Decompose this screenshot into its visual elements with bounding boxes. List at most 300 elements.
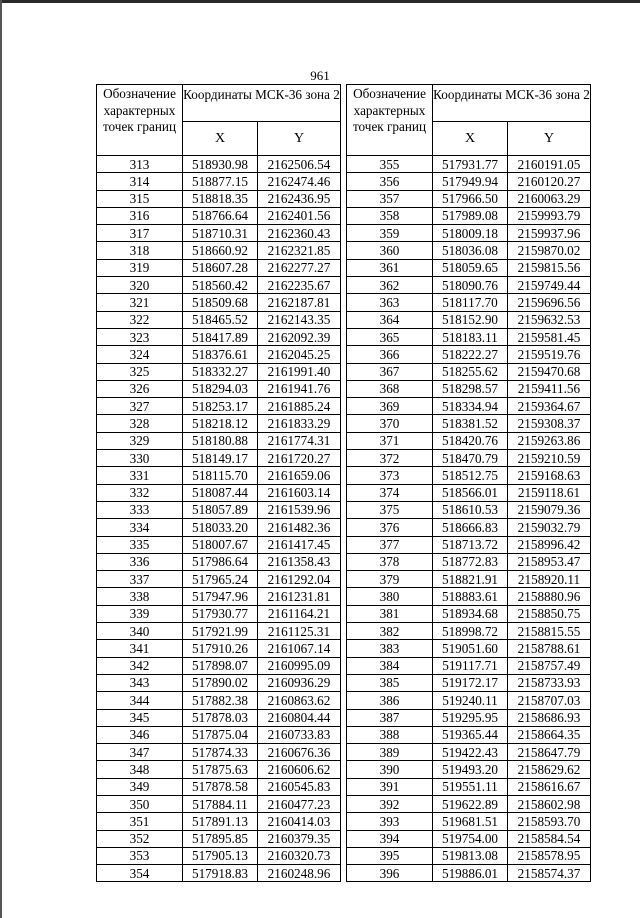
table-row bbox=[347, 450, 591, 467]
y-coordinate-cell: 2160863.62 bbox=[258, 692, 341, 709]
point-number-cell: 360 bbox=[347, 242, 433, 259]
point-number-cell: 331 bbox=[97, 467, 183, 484]
point-number-cell: 328 bbox=[97, 415, 183, 432]
y-coordinate-cell: 2162360.43 bbox=[258, 225, 341, 242]
point-number-cell: 374 bbox=[347, 484, 433, 501]
table-row bbox=[347, 830, 591, 847]
point-number-cell: 371 bbox=[347, 432, 433, 449]
x-coordinate-cell: 518660.92 bbox=[183, 242, 258, 259]
table-row bbox=[97, 571, 341, 588]
header-x: X bbox=[183, 122, 258, 156]
table-row bbox=[97, 259, 341, 276]
point-number-cell: 380 bbox=[347, 588, 433, 605]
table-row bbox=[97, 761, 341, 778]
y-coordinate-cell: 2160063.29 bbox=[508, 190, 591, 207]
y-coordinate-cell: 2162235.67 bbox=[258, 277, 341, 294]
page-top-edge bbox=[0, 0, 640, 3]
y-coordinate-cell: 2160191.05 bbox=[508, 156, 591, 173]
table-row bbox=[97, 242, 341, 259]
x-coordinate-cell: 519365.44 bbox=[433, 726, 508, 743]
x-coordinate-cell: 519117.71 bbox=[433, 657, 508, 674]
y-coordinate-cell: 2158593.70 bbox=[508, 813, 591, 830]
table-row bbox=[97, 813, 341, 830]
x-coordinate-cell: 517949.94 bbox=[433, 173, 508, 190]
table-row bbox=[347, 380, 591, 397]
x-coordinate-cell: 518149.17 bbox=[183, 450, 258, 467]
point-number-cell: 340 bbox=[97, 623, 183, 640]
y-coordinate-cell: 2159308.37 bbox=[508, 415, 591, 432]
table-row bbox=[347, 571, 591, 588]
table-row bbox=[97, 726, 341, 743]
y-coordinate-cell: 2158629.62 bbox=[508, 761, 591, 778]
point-number-cell: 357 bbox=[347, 190, 433, 207]
y-coordinate-cell: 2158584.54 bbox=[508, 830, 591, 847]
point-number-cell: 345 bbox=[97, 709, 183, 726]
point-number-cell: 332 bbox=[97, 484, 183, 501]
x-coordinate-cell: 517875.63 bbox=[183, 761, 258, 778]
table-row bbox=[97, 519, 341, 536]
y-coordinate-cell: 2160606.62 bbox=[258, 761, 341, 778]
point-number-cell: 366 bbox=[347, 346, 433, 363]
table-body-left bbox=[97, 156, 341, 882]
x-coordinate-cell: 518818.35 bbox=[183, 190, 258, 207]
table-row bbox=[347, 674, 591, 691]
point-number-cell: 359 bbox=[347, 225, 433, 242]
table-row bbox=[97, 657, 341, 674]
table-row bbox=[347, 398, 591, 415]
point-number-cell: 369 bbox=[347, 398, 433, 415]
y-coordinate-cell: 2161482.36 bbox=[258, 519, 341, 536]
point-number-cell: 382 bbox=[347, 623, 433, 640]
point-number-cell: 393 bbox=[347, 813, 433, 830]
point-number-cell: 319 bbox=[97, 259, 183, 276]
point-number-cell: 314 bbox=[97, 173, 183, 190]
point-number-cell: 395 bbox=[347, 847, 433, 864]
x-coordinate-cell: 517875.04 bbox=[183, 726, 258, 743]
table-row bbox=[347, 778, 591, 795]
table-row bbox=[347, 744, 591, 761]
point-number-cell: 356 bbox=[347, 173, 433, 190]
x-coordinate-cell: 519551.11 bbox=[433, 778, 508, 795]
x-coordinate-cell: 519422.43 bbox=[433, 744, 508, 761]
y-coordinate-cell: 2160804.44 bbox=[258, 709, 341, 726]
table-row bbox=[97, 277, 341, 294]
table-row bbox=[97, 363, 341, 380]
y-coordinate-cell: 2159411.56 bbox=[508, 380, 591, 397]
y-coordinate-cell: 2161941.76 bbox=[258, 380, 341, 397]
table-row bbox=[97, 744, 341, 761]
table-row bbox=[347, 623, 591, 640]
x-coordinate-cell: 518115.70 bbox=[183, 467, 258, 484]
table-row bbox=[347, 813, 591, 830]
table-row bbox=[97, 605, 341, 622]
y-coordinate-cell: 2159993.79 bbox=[508, 207, 591, 224]
table-row bbox=[97, 623, 341, 640]
x-coordinate-cell: 517965.24 bbox=[183, 571, 258, 588]
point-number-cell: 370 bbox=[347, 415, 433, 432]
point-number-cell: 354 bbox=[97, 865, 183, 882]
point-number-cell: 361 bbox=[347, 259, 433, 276]
y-coordinate-cell: 2158616.67 bbox=[508, 778, 591, 795]
point-number-cell: 350 bbox=[97, 795, 183, 812]
table-row bbox=[97, 674, 341, 691]
y-coordinate-cell: 2159079.36 bbox=[508, 501, 591, 518]
y-coordinate-cell: 2160676.36 bbox=[258, 744, 341, 761]
point-number-cell: 321 bbox=[97, 294, 183, 311]
table-row bbox=[347, 173, 591, 190]
header-coord-system: Координаты МСК-36 зона 2 bbox=[183, 85, 341, 122]
y-coordinate-cell: 2158686.93 bbox=[508, 709, 591, 726]
point-number-cell: 316 bbox=[97, 207, 183, 224]
table-row bbox=[97, 640, 341, 657]
point-number-cell: 394 bbox=[347, 830, 433, 847]
y-coordinate-cell: 2162321.85 bbox=[258, 242, 341, 259]
table-row bbox=[347, 346, 591, 363]
x-coordinate-cell: 517986.64 bbox=[183, 553, 258, 570]
point-number-cell: 326 bbox=[97, 380, 183, 397]
table-row bbox=[97, 709, 341, 726]
table-body-right bbox=[347, 156, 591, 882]
y-coordinate-cell: 2161067.14 bbox=[258, 640, 341, 657]
x-coordinate-cell: 518057.89 bbox=[183, 501, 258, 518]
x-coordinate-cell: 517930.77 bbox=[183, 605, 258, 622]
x-coordinate-cell: 517898.07 bbox=[183, 657, 258, 674]
x-coordinate-cell: 518998.72 bbox=[433, 623, 508, 640]
y-coordinate-cell: 2160477.23 bbox=[258, 795, 341, 812]
x-coordinate-cell: 518298.57 bbox=[433, 380, 508, 397]
y-coordinate-cell: 2158815.55 bbox=[508, 623, 591, 640]
y-coordinate-cell: 2159210.59 bbox=[508, 450, 591, 467]
x-coordinate-cell: 518007.67 bbox=[183, 536, 258, 553]
x-coordinate-cell: 518512.75 bbox=[433, 467, 508, 484]
x-coordinate-cell: 518877.15 bbox=[183, 173, 258, 190]
table-row bbox=[347, 259, 591, 276]
point-number-cell: 376 bbox=[347, 519, 433, 536]
point-number-cell: 343 bbox=[97, 674, 183, 691]
y-coordinate-cell: 2158578.95 bbox=[508, 847, 591, 864]
y-coordinate-cell: 2162436.95 bbox=[258, 190, 341, 207]
x-coordinate-cell: 518930.98 bbox=[183, 156, 258, 173]
x-coordinate-cell: 517878.58 bbox=[183, 778, 258, 795]
x-coordinate-cell: 518222.27 bbox=[433, 346, 508, 363]
x-coordinate-cell: 518883.61 bbox=[433, 588, 508, 605]
x-coordinate-cell: 518666.83 bbox=[433, 519, 508, 536]
point-number-cell: 333 bbox=[97, 501, 183, 518]
x-coordinate-cell: 518183.11 bbox=[433, 328, 508, 345]
x-coordinate-cell: 519295.95 bbox=[433, 709, 508, 726]
point-number-cell: 313 bbox=[97, 156, 183, 173]
y-coordinate-cell: 2160545.83 bbox=[258, 778, 341, 795]
point-number-cell: 383 bbox=[347, 640, 433, 657]
y-coordinate-cell: 2160379.35 bbox=[258, 830, 341, 847]
point-number-cell: 352 bbox=[97, 830, 183, 847]
y-coordinate-cell: 2158707.03 bbox=[508, 692, 591, 709]
table-row bbox=[97, 415, 341, 432]
point-number-cell: 372 bbox=[347, 450, 433, 467]
table-row bbox=[97, 207, 341, 224]
x-coordinate-cell: 518766.64 bbox=[183, 207, 258, 224]
point-number-cell: 358 bbox=[347, 207, 433, 224]
table-row bbox=[347, 865, 591, 882]
y-coordinate-cell: 2158757.49 bbox=[508, 657, 591, 674]
page-number: 961 bbox=[310, 68, 330, 83]
point-number-cell: 388 bbox=[347, 726, 433, 743]
table-row bbox=[97, 294, 341, 311]
x-coordinate-cell: 518376.61 bbox=[183, 346, 258, 363]
x-coordinate-cell: 519754.00 bbox=[433, 830, 508, 847]
y-coordinate-cell: 2159937.96 bbox=[508, 225, 591, 242]
table-row bbox=[97, 346, 341, 363]
x-coordinate-cell: 518509.68 bbox=[183, 294, 258, 311]
point-number-cell: 377 bbox=[347, 536, 433, 553]
point-number-cell: 368 bbox=[347, 380, 433, 397]
y-coordinate-cell: 2160733.83 bbox=[258, 726, 341, 743]
y-coordinate-cell: 2158953.47 bbox=[508, 553, 591, 570]
point-number-cell: 315 bbox=[97, 190, 183, 207]
point-number-cell: 349 bbox=[97, 778, 183, 795]
table-row bbox=[97, 311, 341, 328]
table-row bbox=[97, 190, 341, 207]
x-coordinate-cell: 518180.88 bbox=[183, 432, 258, 449]
table-row bbox=[97, 778, 341, 795]
table-row bbox=[347, 156, 591, 173]
point-number-cell: 329 bbox=[97, 432, 183, 449]
y-coordinate-cell: 2160995.09 bbox=[258, 657, 341, 674]
table-row bbox=[97, 501, 341, 518]
table-row bbox=[347, 761, 591, 778]
y-coordinate-cell: 2159263.86 bbox=[508, 432, 591, 449]
x-coordinate-cell: 517918.83 bbox=[183, 865, 258, 882]
table-row bbox=[97, 380, 341, 397]
y-coordinate-cell: 2162045.25 bbox=[258, 346, 341, 363]
x-coordinate-cell: 518253.17 bbox=[183, 398, 258, 415]
table-row bbox=[347, 432, 591, 449]
x-coordinate-cell: 517910.26 bbox=[183, 640, 258, 657]
point-number-cell: 346 bbox=[97, 726, 183, 743]
table-row bbox=[347, 484, 591, 501]
x-coordinate-cell: 517882.38 bbox=[183, 692, 258, 709]
point-number-cell: 342 bbox=[97, 657, 183, 674]
table-row bbox=[347, 795, 591, 812]
point-number-cell: 335 bbox=[97, 536, 183, 553]
y-coordinate-cell: 2161603.14 bbox=[258, 484, 341, 501]
point-number-cell: 318 bbox=[97, 242, 183, 259]
y-coordinate-cell: 2159815.56 bbox=[508, 259, 591, 276]
point-number-cell: 375 bbox=[347, 501, 433, 518]
x-coordinate-cell: 518332.27 bbox=[183, 363, 258, 380]
y-coordinate-cell: 2161720.27 bbox=[258, 450, 341, 467]
x-coordinate-cell: 518560.42 bbox=[183, 277, 258, 294]
table-row bbox=[97, 692, 341, 709]
y-coordinate-cell: 2159032.79 bbox=[508, 519, 591, 536]
point-number-cell: 391 bbox=[347, 778, 433, 795]
header-designation: Обозначение характерных точек границ bbox=[347, 85, 433, 156]
y-coordinate-cell: 2159696.56 bbox=[508, 294, 591, 311]
y-coordinate-cell: 2161774.31 bbox=[258, 432, 341, 449]
x-coordinate-cell: 518821.91 bbox=[433, 571, 508, 588]
x-coordinate-cell: 519240.11 bbox=[433, 692, 508, 709]
x-coordinate-cell: 517931.77 bbox=[433, 156, 508, 173]
coordinates-table-left bbox=[96, 84, 341, 882]
point-number-cell: 323 bbox=[97, 328, 183, 345]
x-coordinate-cell: 518934.68 bbox=[433, 605, 508, 622]
x-coordinate-cell: 518087.44 bbox=[183, 484, 258, 501]
x-coordinate-cell: 517947.96 bbox=[183, 588, 258, 605]
table-row bbox=[97, 450, 341, 467]
table-row bbox=[347, 588, 591, 605]
y-coordinate-cell: 2162506.54 bbox=[258, 156, 341, 173]
x-coordinate-cell: 519813.08 bbox=[433, 847, 508, 864]
table-row bbox=[347, 605, 591, 622]
x-coordinate-cell: 518470.79 bbox=[433, 450, 508, 467]
point-number-cell: 387 bbox=[347, 709, 433, 726]
y-coordinate-cell: 2158664.35 bbox=[508, 726, 591, 743]
x-coordinate-cell: 518255.62 bbox=[433, 363, 508, 380]
y-coordinate-cell: 2159364.67 bbox=[508, 398, 591, 415]
table-row bbox=[347, 847, 591, 864]
x-coordinate-cell: 517890.02 bbox=[183, 674, 258, 691]
header-y: Y bbox=[508, 122, 591, 156]
y-coordinate-cell: 2160120.27 bbox=[508, 173, 591, 190]
point-number-cell: 390 bbox=[347, 761, 433, 778]
coordinates-table-right bbox=[346, 84, 591, 882]
x-coordinate-cell: 518465.52 bbox=[183, 311, 258, 328]
table-row bbox=[347, 726, 591, 743]
x-coordinate-cell: 517884.11 bbox=[183, 795, 258, 812]
table-row bbox=[347, 657, 591, 674]
table-row bbox=[97, 398, 341, 415]
x-coordinate-cell: 519493.20 bbox=[433, 761, 508, 778]
y-coordinate-cell: 2162474.46 bbox=[258, 173, 341, 190]
y-coordinate-cell: 2159632.53 bbox=[508, 311, 591, 328]
table-row bbox=[97, 432, 341, 449]
table-row bbox=[347, 207, 591, 224]
point-number-cell: 384 bbox=[347, 657, 433, 674]
y-coordinate-cell: 2160248.96 bbox=[258, 865, 341, 882]
x-coordinate-cell: 518090.76 bbox=[433, 277, 508, 294]
page-left-edge bbox=[0, 0, 2, 918]
table-row bbox=[97, 847, 341, 864]
y-coordinate-cell: 2159749.44 bbox=[508, 277, 591, 294]
y-coordinate-cell: 2159118.61 bbox=[508, 484, 591, 501]
table-row bbox=[97, 484, 341, 501]
point-number-cell: 385 bbox=[347, 674, 433, 691]
table-row bbox=[347, 363, 591, 380]
point-number-cell: 351 bbox=[97, 813, 183, 830]
y-coordinate-cell: 2162092.39 bbox=[258, 328, 341, 345]
y-coordinate-cell: 2159519.76 bbox=[508, 346, 591, 363]
x-coordinate-cell: 519051.60 bbox=[433, 640, 508, 657]
table-row bbox=[347, 225, 591, 242]
y-coordinate-cell: 2160414.03 bbox=[258, 813, 341, 830]
point-number-cell: 339 bbox=[97, 605, 183, 622]
x-coordinate-cell: 517891.13 bbox=[183, 813, 258, 830]
point-number-cell: 396 bbox=[347, 865, 433, 882]
table-row bbox=[97, 865, 341, 882]
y-coordinate-cell: 2161231.81 bbox=[258, 588, 341, 605]
x-coordinate-cell: 519622.89 bbox=[433, 795, 508, 812]
y-coordinate-cell: 2158788.61 bbox=[508, 640, 591, 657]
y-coordinate-cell: 2159168.63 bbox=[508, 467, 591, 484]
y-coordinate-cell: 2162187.81 bbox=[258, 294, 341, 311]
table-row bbox=[347, 242, 591, 259]
x-coordinate-cell: 517878.03 bbox=[183, 709, 258, 726]
y-coordinate-cell: 2160936.29 bbox=[258, 674, 341, 691]
x-coordinate-cell: 518607.28 bbox=[183, 259, 258, 276]
y-coordinate-cell: 2160320.73 bbox=[258, 847, 341, 864]
point-number-cell: 337 bbox=[97, 571, 183, 588]
x-coordinate-cell: 518334.94 bbox=[433, 398, 508, 415]
x-coordinate-cell: 517966.50 bbox=[433, 190, 508, 207]
table-row bbox=[347, 311, 591, 328]
point-number-cell: 362 bbox=[347, 277, 433, 294]
table-row bbox=[97, 156, 341, 173]
y-coordinate-cell: 2158880.96 bbox=[508, 588, 591, 605]
x-coordinate-cell: 518294.03 bbox=[183, 380, 258, 397]
table-row bbox=[347, 640, 591, 657]
point-number-cell: 355 bbox=[347, 156, 433, 173]
header-coord-system: Координаты МСК-36 зона 2 bbox=[433, 85, 591, 122]
header-y: Y bbox=[258, 122, 341, 156]
table-row bbox=[347, 294, 591, 311]
y-coordinate-cell: 2158647.79 bbox=[508, 744, 591, 761]
y-coordinate-cell: 2159581.45 bbox=[508, 328, 591, 345]
y-coordinate-cell: 2158920.11 bbox=[508, 571, 591, 588]
x-coordinate-cell: 518713.72 bbox=[433, 536, 508, 553]
y-coordinate-cell: 2158602.98 bbox=[508, 795, 591, 812]
x-coordinate-cell: 518710.31 bbox=[183, 225, 258, 242]
point-number-cell: 363 bbox=[347, 294, 433, 311]
x-coordinate-cell: 517874.33 bbox=[183, 744, 258, 761]
x-coordinate-cell: 518420.76 bbox=[433, 432, 508, 449]
x-coordinate-cell: 517989.08 bbox=[433, 207, 508, 224]
point-number-cell: 364 bbox=[347, 311, 433, 328]
y-coordinate-cell: 2162277.27 bbox=[258, 259, 341, 276]
y-coordinate-cell: 2161659.06 bbox=[258, 467, 341, 484]
x-coordinate-cell: 519172.17 bbox=[433, 674, 508, 691]
table-row bbox=[97, 553, 341, 570]
table-row bbox=[347, 553, 591, 570]
point-number-cell: 353 bbox=[97, 847, 183, 864]
table-row bbox=[97, 795, 341, 812]
table-row bbox=[97, 173, 341, 190]
header-x: X bbox=[433, 122, 508, 156]
y-coordinate-cell: 2159470.68 bbox=[508, 363, 591, 380]
x-coordinate-cell: 518566.01 bbox=[433, 484, 508, 501]
y-coordinate-cell: 2162401.56 bbox=[258, 207, 341, 224]
y-coordinate-cell: 2161358.43 bbox=[258, 553, 341, 570]
x-coordinate-cell: 517921.99 bbox=[183, 623, 258, 640]
x-coordinate-cell: 518381.52 bbox=[433, 415, 508, 432]
table-row bbox=[347, 467, 591, 484]
table-row bbox=[97, 536, 341, 553]
y-coordinate-cell: 2161991.40 bbox=[258, 363, 341, 380]
y-coordinate-cell: 2161417.45 bbox=[258, 536, 341, 553]
y-coordinate-cell: 2158850.75 bbox=[508, 605, 591, 622]
table-row bbox=[97, 830, 341, 847]
x-coordinate-cell: 518033.20 bbox=[183, 519, 258, 536]
point-number-cell: 389 bbox=[347, 744, 433, 761]
point-number-cell: 336 bbox=[97, 553, 183, 570]
x-coordinate-cell: 518772.83 bbox=[433, 553, 508, 570]
point-number-cell: 367 bbox=[347, 363, 433, 380]
table-row bbox=[347, 536, 591, 553]
x-coordinate-cell: 518117.70 bbox=[433, 294, 508, 311]
table-row bbox=[347, 692, 591, 709]
point-number-cell: 338 bbox=[97, 588, 183, 605]
point-number-cell: 392 bbox=[347, 795, 433, 812]
y-coordinate-cell: 2161164.21 bbox=[258, 605, 341, 622]
